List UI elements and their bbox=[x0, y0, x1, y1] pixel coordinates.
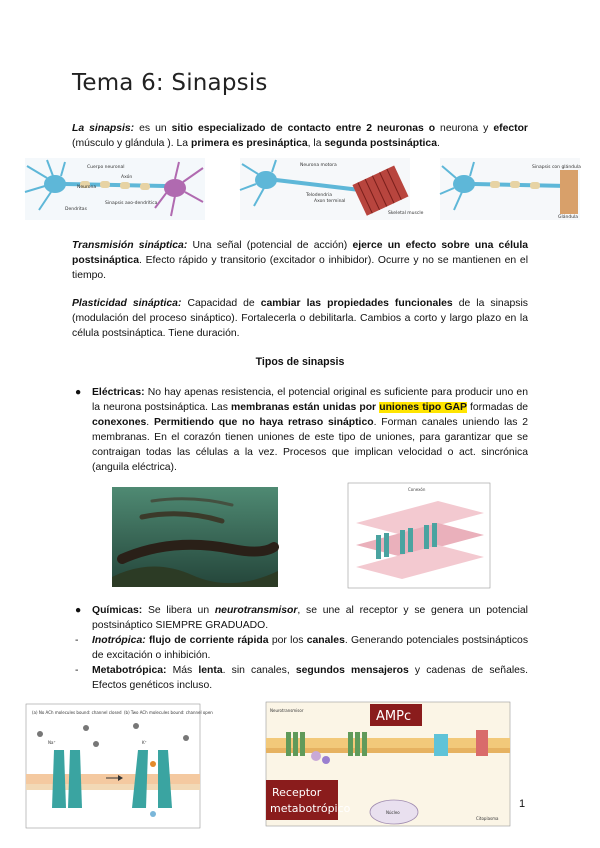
paragraph-plasticidad: Plasticidad sináptica: Capacidad de cambiar las propiedades funcionales de la sinapsis (modulación del proceso sináptico). Fortalecerla o debilitarla. Cambios a corto y largo plazo en la célula postsináptica. Tiene duración. bbox=[72, 298, 528, 339]
figure-gland-synapse bbox=[440, 158, 580, 220]
svg-text:AMPc: AMPc bbox=[376, 709, 412, 724]
svg-text:Citoplasma: Citoplasma bbox=[476, 816, 499, 821]
svg-text:Núcleo: Núcleo bbox=[386, 810, 400, 815]
figure-neuromuscular-junction bbox=[240, 158, 424, 220]
svg-text:Receptor: Receptor bbox=[272, 786, 322, 799]
svg-text:Glándula: Glándula bbox=[558, 215, 579, 220]
page-number: 1 bbox=[519, 798, 526, 810]
svg-text:Telodendria: Telodendria bbox=[306, 193, 332, 198]
figure-gap-junction bbox=[348, 483, 490, 588]
svg-text:(b) Two ACh molecules bound: c: (b) Two ACh molecules bound: channel open bbox=[124, 710, 213, 715]
list-item-quimicas: ● Químicas: Se libera un neurotransmisor, se une al receptor y se genera un potencial postsináptico SIEMPRE GRADUADO. bbox=[75, 605, 528, 631]
svg-text:Na⁺: Na⁺ bbox=[48, 740, 56, 745]
page-title: Tema 6: Sinapsis bbox=[72, 70, 268, 96]
svg-text:Neurona motora: Neurona motora bbox=[300, 163, 337, 168]
svg-text:Sinapsis axo-dendrítica: Sinapsis axo-dendrítica bbox=[105, 201, 158, 206]
svg-text:Neurona: Neurona bbox=[77, 185, 97, 190]
svg-text:(a) No ACh molecules bound: ch: (a) No ACh molecules bound: channel closed bbox=[32, 710, 122, 715]
svg-text:K⁺: K⁺ bbox=[142, 740, 147, 745]
svg-text:Conexón: Conexón bbox=[408, 487, 426, 492]
svg-text:Sinapsis con glándula: Sinapsis con glándula bbox=[532, 165, 581, 170]
svg-text:Axón: Axón bbox=[121, 175, 133, 180]
figure-neuron-synapse bbox=[25, 158, 205, 220]
figure-ampc-metabotropic bbox=[266, 702, 510, 826]
paragraph-transmision: Transmisión sináptica: Una señal (potencial de acción) ejerce un efecto sobre una célula postsináptica. Efecto rápido y transitorio (excitador o inhibidor). Ocurre y no se mantienen en el tiempo. bbox=[72, 240, 528, 281]
svg-text:metabotrópico: metabotrópico bbox=[270, 802, 351, 815]
list-item-ionotropica: - Inotrópica: flujo de corriente rápida por los canales. Generando potenciales postsinápticos de excitación o inhibición. bbox=[75, 635, 529, 661]
photo-electric-eel bbox=[112, 487, 278, 587]
svg-text:Skeletal muscle: Skeletal muscle bbox=[388, 211, 424, 216]
list-item-electricas: ● Eléctricas: No hay apenas resistencia, el potencial original es suficiente para producir uno en la neurona postsináptica. Las membranas están unidas por uniones tipo GAP formadas de conexones. Permitiendo que no haya retraso sináptico. Forman canales uniendo las 2 membranas. En el corazón tienen uniones de este tipo de uniones, para garantizar que se contraigan todas las células a la vez. Procesos que implican velocidad o act. sincrónica (anguila eléctrica). bbox=[75, 387, 528, 473]
paragraph-sinapsis: La sinapsis: es un sitio especializado de contacto entre 2 neuronas o neurona y efector (músculo y glándula ). La primera es presináptica, la segunda postsináptica. bbox=[72, 123, 528, 149]
figure-ionotropic-channel bbox=[26, 704, 213, 828]
svg-text:Dendritas: Dendritas bbox=[65, 207, 87, 212]
list-item-metabotropica: - Metabotrópica: Más lenta. sin canales, segundos mensajeros y cadenas de señales. Efectos genéticos incluso. bbox=[75, 665, 529, 691]
svg-text:Axon terminal: Axon terminal bbox=[314, 199, 346, 204]
svg-text:Neurotransmisor: Neurotransmisor bbox=[270, 708, 304, 713]
svg-text:Cuerpo neuronal: Cuerpo neuronal bbox=[87, 165, 125, 170]
section-heading-tipos: Tipos de sinapsis bbox=[255, 356, 345, 368]
